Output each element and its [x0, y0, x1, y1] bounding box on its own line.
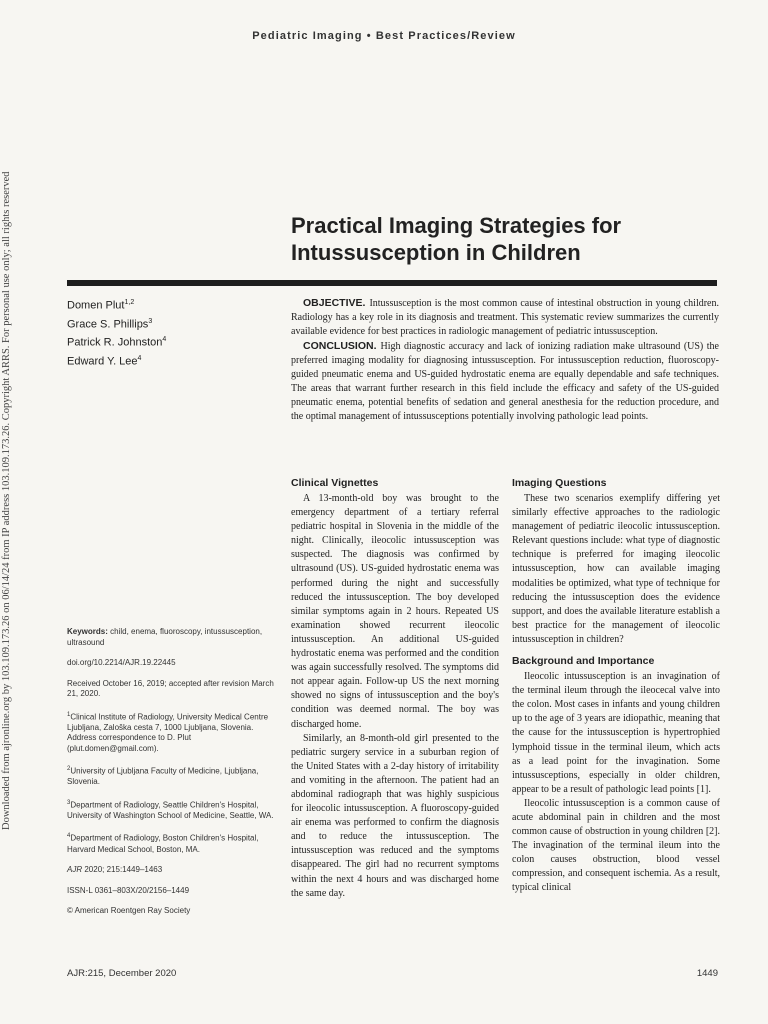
section-heading-background: Background and Importance [512, 655, 655, 668]
author [67, 332, 267, 351]
citation-details: 2020; 215:1449–1463 [82, 865, 163, 875]
issn: ISSN-L 0361–803X/20/2156–1449 [67, 885, 190, 895]
conclusion-text: High diagnostic accuracy and lack of ionizing radiation make ultrasound (US) the preferred imaging modality for diagnosing intussusception. For intussusception reduction, fluoroscopy-guided pneumatic enema and US-guided hydrostatic enema are equally dependable and safe techniques. The areas that warrant further research in this field include the efficacy and safety of the US-guided pneumatic enema, potential benefits of sedation and general anesthesia for the reduction procedure, and the optimal management of intussusceptions potentially involving pathologic lead points. [291, 341, 719, 422]
affiliation-number: 4 [67, 833, 71, 840]
paragraph: Ileocolic intussusception is an invagination of the terminal ileum through the ileocecal valve into the colon. Most cases in infants and young children up to the age of 3 years are idiopathic, meaning that the cause for the intussusception is hypertrophied lymphoid tissue in the terminal ileum, which acts as a lead point for the invagination. Some intussusceptions, especially in older children, appear to be a result of pathologic lead points [1]. [512, 671, 720, 795]
abstract [291, 296, 719, 424]
download-notice: Downloaded from ajronline.org by 103.109.173.26 on 06/14/24 from IP address 103.109.173.26. Copyright ARRS. For personal use only; all rights reserved [1, 171, 12, 830]
author-affiliation: 3 [148, 317, 153, 325]
title-line-2: Intussusception in Children [291, 240, 581, 265]
copyright: © American Roentgen Ray Society [67, 906, 191, 916]
conclusion-label: CONCLUSION. [303, 340, 377, 352]
affiliation [67, 710, 279, 755]
running-header: Pediatric Imaging • Best Practices/Review [252, 30, 516, 42]
section-heading-clinical-vignettes: Clinical Vignettes [291, 477, 379, 489]
body-column-right [512, 476, 720, 896]
affiliation [67, 831, 279, 855]
author-affiliation: 4 [137, 354, 142, 362]
title-line-1: Practical Imaging Strategies for [291, 213, 622, 238]
author [67, 295, 267, 314]
affiliation-text: Department of Radiology, Boston Children's Hospital, Harvard Medical School, Boston, MA. [67, 834, 259, 854]
affiliation [67, 764, 279, 788]
citation [67, 865, 279, 876]
author-affiliation: 1,2 [124, 299, 135, 306]
footer-journal-issue: AJR:215, December 2020 [67, 968, 177, 979]
author-name: Edward Y. Lee [67, 355, 138, 368]
paragraph: These two scenarios exemplify differing yet similarly effective approaches to the radiologic management of pediatric ileocolic intussusception. Relevant questions include: what type of diagnostic technique is preferred for imaging ileocolic intussusception, how can available imaging modalities be optimized, what type of technique for reducing the intussusception does the evidence support, and does the available literature establish a best practice for the management of ileocolic intussusception in children? [512, 493, 720, 645]
affiliation-number: 2 [67, 766, 71, 773]
paragraph: Similarly, an 8-month-old girl presented to the pediatric surgery service in a suburban region of the United States with a 2-day history of irritability and vomiting in the afternoon. The patient had an abdominal radiograph that was highly suspicious for ileocolic intussusception. A fluoroscopy-guided air enema was performed to confirm the diagnosis and to reduce the intussusception. The intussusception was reduced and the symptoms disappeared. The girl had no recurrent symptoms within the next 4 hours and was discharged home the same day. [291, 732, 499, 899]
paragraph: Ileocolic intussusception is a common cause of acute abdominal pain in children and the most common cause of obstruction in young children [2]. The invagination of the terminal ileum into the colon causes obstruction, blood vessel compression, and consequent ischemia. As a result, typical clinical [512, 797, 720, 894]
keywords [67, 627, 279, 648]
paragraph: A 13-month-old boy was brought to the emergency department of a tertiary referral pediatric hospital in Slovenia in the middle of the night. Clinically, ileocolic intussusception was suspected. The diagnosis was confirmed by ultrasound (US). US-guided hydrostatic enema was performed during the night and successfully reduced the intussusception. The boy developed similar symptoms again in 2 hours. Repeated US examination showed recurrent ileocolic intussusception. An additional US-guided hydrostatic enema was performed and the condition was again successfully resolved. The symptoms did not appear again. Follow-up US the next morning showed no signs of intussusception and the boy's condition was deemed normal. The boy was discharged home. [291, 493, 499, 730]
body-column-left [291, 476, 499, 901]
footer-page-number: 1449 [696, 968, 718, 979]
author-affiliation: 4 [162, 336, 167, 344]
abstract-conclusion [291, 339, 719, 424]
section-heading-imaging-questions: Imaging Questions [512, 477, 607, 489]
keywords-label: Keywords: [67, 627, 108, 636]
affiliation-text: Department of Radiology, Seattle Children's Hospital, University of Washington School of Medicine, Seattle, WA. [67, 800, 274, 820]
title-divider [67, 280, 717, 286]
received-date: Received October 16, 2019; accepted after revision March 21, 2020. [67, 678, 274, 698]
affiliation [67, 798, 279, 822]
affiliation-text: University of Ljubljana Faculty of Medicine, Ljubljana, Slovenia. [67, 766, 259, 787]
citation-journal: AJR [67, 865, 83, 875]
doi-link[interactable]: doi.org/10.2214/AJR.19.22445 [67, 658, 176, 667]
author-list [67, 295, 267, 370]
author-name: Grace S. Phillips [67, 318, 149, 331]
article-title [291, 212, 711, 266]
author [67, 314, 267, 333]
author-name: Domen Plut [67, 299, 125, 312]
keywords-list: child, enema, fluoroscopy, intussusception, ultrasound [67, 627, 263, 647]
objective-label: OBJECTIVE. [303, 297, 366, 309]
abstract-objective [291, 296, 719, 339]
author-name: Patrick R. Johnston [67, 336, 163, 349]
affiliation-number: 3 [67, 799, 71, 806]
objective-text: Intussusception is the most common cause of intestinal obstruction in young children. Radiology has a key role in its diagnosis and treatment. This systematic review summarizes the currently available evidence for best practices in radiologic management of pediatric intussusception. [291, 298, 719, 337]
article-metadata [67, 627, 279, 927]
affiliation-number: 1 [67, 711, 71, 718]
affiliation-text: Clinical Institute of Radiology, University Medical Centre Ljubljana, Zaloška cesta 7, 1000 Ljubljana, Slovenia. Address correspondence to D. Plut (plut.domen@gmail.com). [67, 712, 269, 753]
author [67, 351, 267, 370]
